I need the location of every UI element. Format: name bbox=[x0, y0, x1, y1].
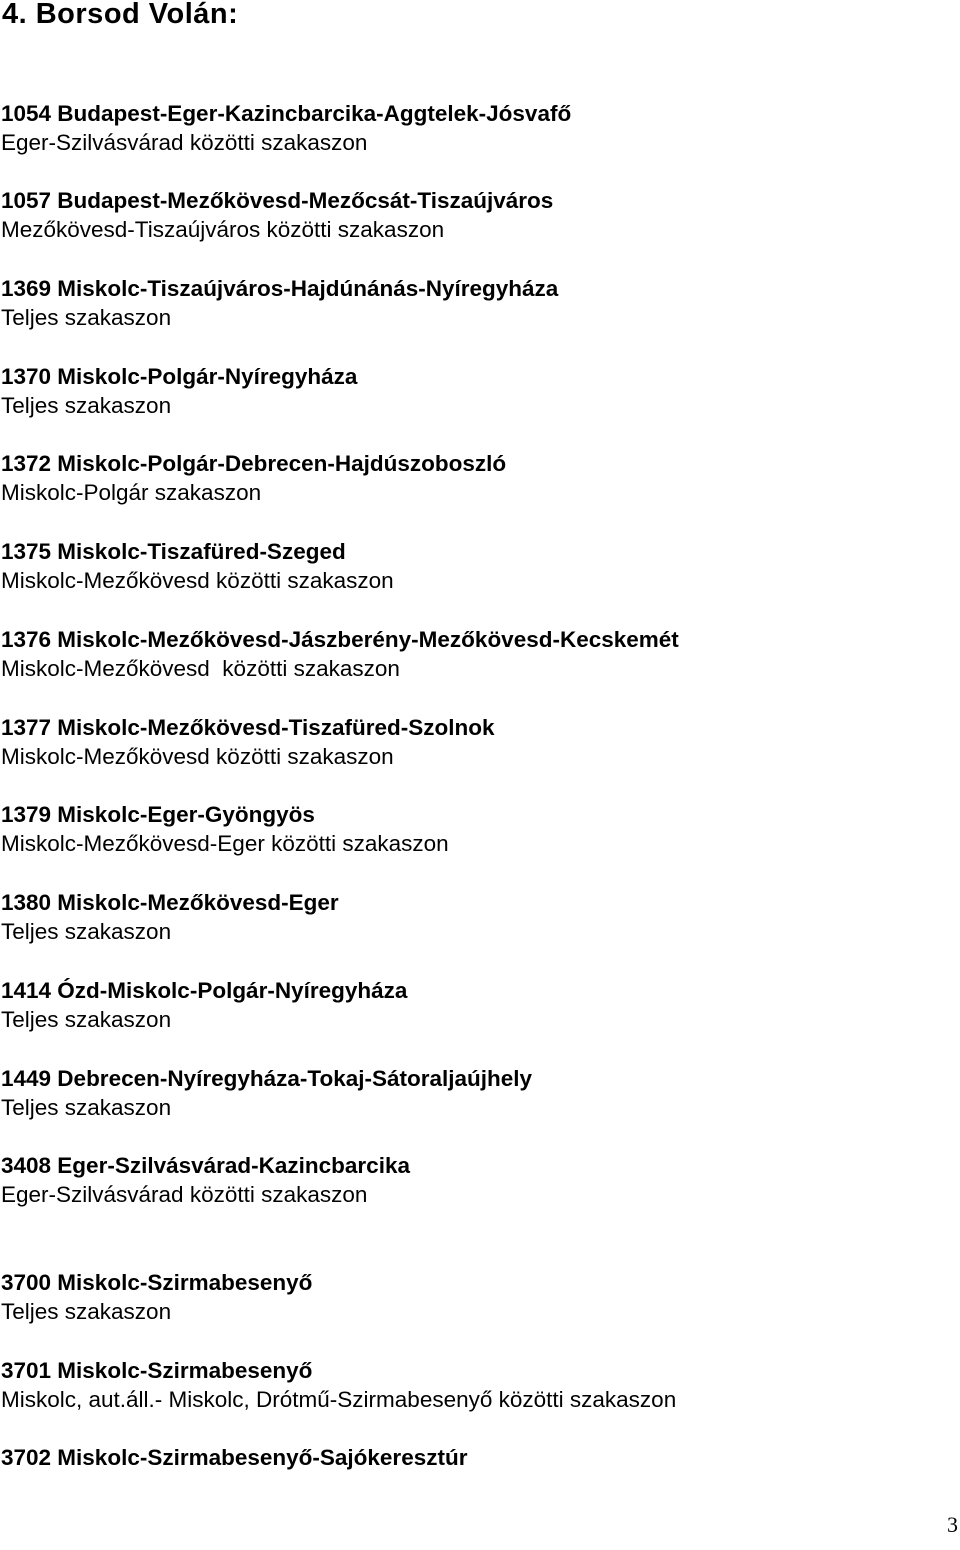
route-section: Eger-Szilvásvárad közötti szakaszon bbox=[1, 130, 368, 155]
route-entry bbox=[1, 1443, 467, 1472]
route-section: Teljes szakaszon bbox=[1, 919, 172, 944]
route-entry bbox=[1, 625, 679, 683]
route-section: Miskolc, aut.áll.- Miskolc, Drótmű-Szirmabesenyő közötti szakaszon bbox=[1, 1387, 677, 1412]
route-entry bbox=[1, 888, 339, 946]
route-title: 3702 Miskolc-Szirmabesenyő-Sajókeresztúr bbox=[1, 1445, 468, 1470]
route-title: 1377 Miskolc-Mezőkövesd-Tiszafüred-Szolnok bbox=[1, 715, 495, 740]
route-entry bbox=[1, 362, 357, 420]
route-entry bbox=[1, 976, 407, 1034]
route-section: Teljes szakaszon bbox=[1, 1299, 172, 1324]
route-title: 3408 Eger-Szilvásvárad-Kazincbarcika bbox=[1, 1153, 410, 1178]
route-section: Miskolc-Mezőkövesd közötti szakaszon bbox=[1, 656, 400, 681]
route-title: 1449 Debrecen-Nyíregyháza-Tokaj-Sátoraljaújhely bbox=[1, 1066, 533, 1091]
route-section: Eger-Szilvásvárad közötti szakaszon bbox=[1, 1182, 368, 1207]
route-title: 1376 Miskolc-Mezőkövesd-Jászberény-Mezőkövesd-Kecskemét bbox=[1, 627, 679, 652]
route-section: Teljes szakaszon bbox=[1, 1007, 172, 1032]
route-entry bbox=[1, 449, 506, 507]
page-title: 4. Borsod Volán: bbox=[2, 0, 239, 30]
route-entry bbox=[1, 274, 558, 332]
route-title: 1379 Miskolc-Eger-Gyöngyös bbox=[1, 802, 315, 827]
route-entry bbox=[1, 1064, 532, 1122]
route-section: Teljes szakaszon bbox=[1, 1095, 172, 1120]
route-entry bbox=[1, 186, 553, 244]
route-entry bbox=[1, 1268, 312, 1326]
route-title: 1369 Miskolc-Tiszaújváros-Hajdúnánás-Nyíregyháza bbox=[1, 276, 559, 301]
route-section: Miskolc-Mezőkövesd-Eger közötti szakaszon bbox=[1, 831, 449, 856]
route-section: Mezőkövesd-Tiszaújváros közötti szakaszon bbox=[1, 217, 445, 242]
route-title: 1054 Budapest-Eger-Kazincbarcika-Aggtelek-Jósvafő bbox=[1, 101, 572, 126]
route-section: Miskolc-Polgár szakaszon bbox=[1, 480, 262, 505]
route-title: 1057 Budapest-Mezőkövesd-Mezőcsát-Tiszaújváros bbox=[1, 188, 554, 213]
route-title: 1375 Miskolc-Tiszafüred-Szeged bbox=[1, 539, 346, 564]
route-section: Miskolc-Mezőkövesd közötti szakaszon bbox=[1, 568, 394, 593]
route-title: 3701 Miskolc-Szirmabesenyő bbox=[1, 1358, 313, 1383]
route-title: 1370 Miskolc-Polgár-Nyíregyháza bbox=[1, 364, 358, 389]
route-entry bbox=[1, 800, 449, 858]
route-section: Teljes szakaszon bbox=[1, 305, 172, 330]
route-entry bbox=[1, 1151, 410, 1209]
page-number: 3 bbox=[947, 1512, 958, 1537]
route-entry bbox=[1, 99, 571, 157]
route-entry bbox=[1, 713, 494, 771]
route-entry bbox=[1, 1356, 676, 1414]
route-title: 1414 Ózd-Miskolc-Polgár-Nyíregyháza bbox=[1, 978, 408, 1003]
route-section: Teljes szakaszon bbox=[1, 393, 172, 418]
route-entry bbox=[1, 537, 394, 595]
route-title: 1372 Miskolc-Polgár-Debrecen-Hajdúszoboszló bbox=[1, 451, 507, 476]
route-title: 3700 Miskolc-Szirmabesenyő bbox=[1, 1270, 313, 1295]
route-title: 1380 Miskolc-Mezőkövesd-Eger bbox=[1, 890, 339, 915]
route-section: Miskolc-Mezőkövesd közötti szakaszon bbox=[1, 744, 394, 769]
